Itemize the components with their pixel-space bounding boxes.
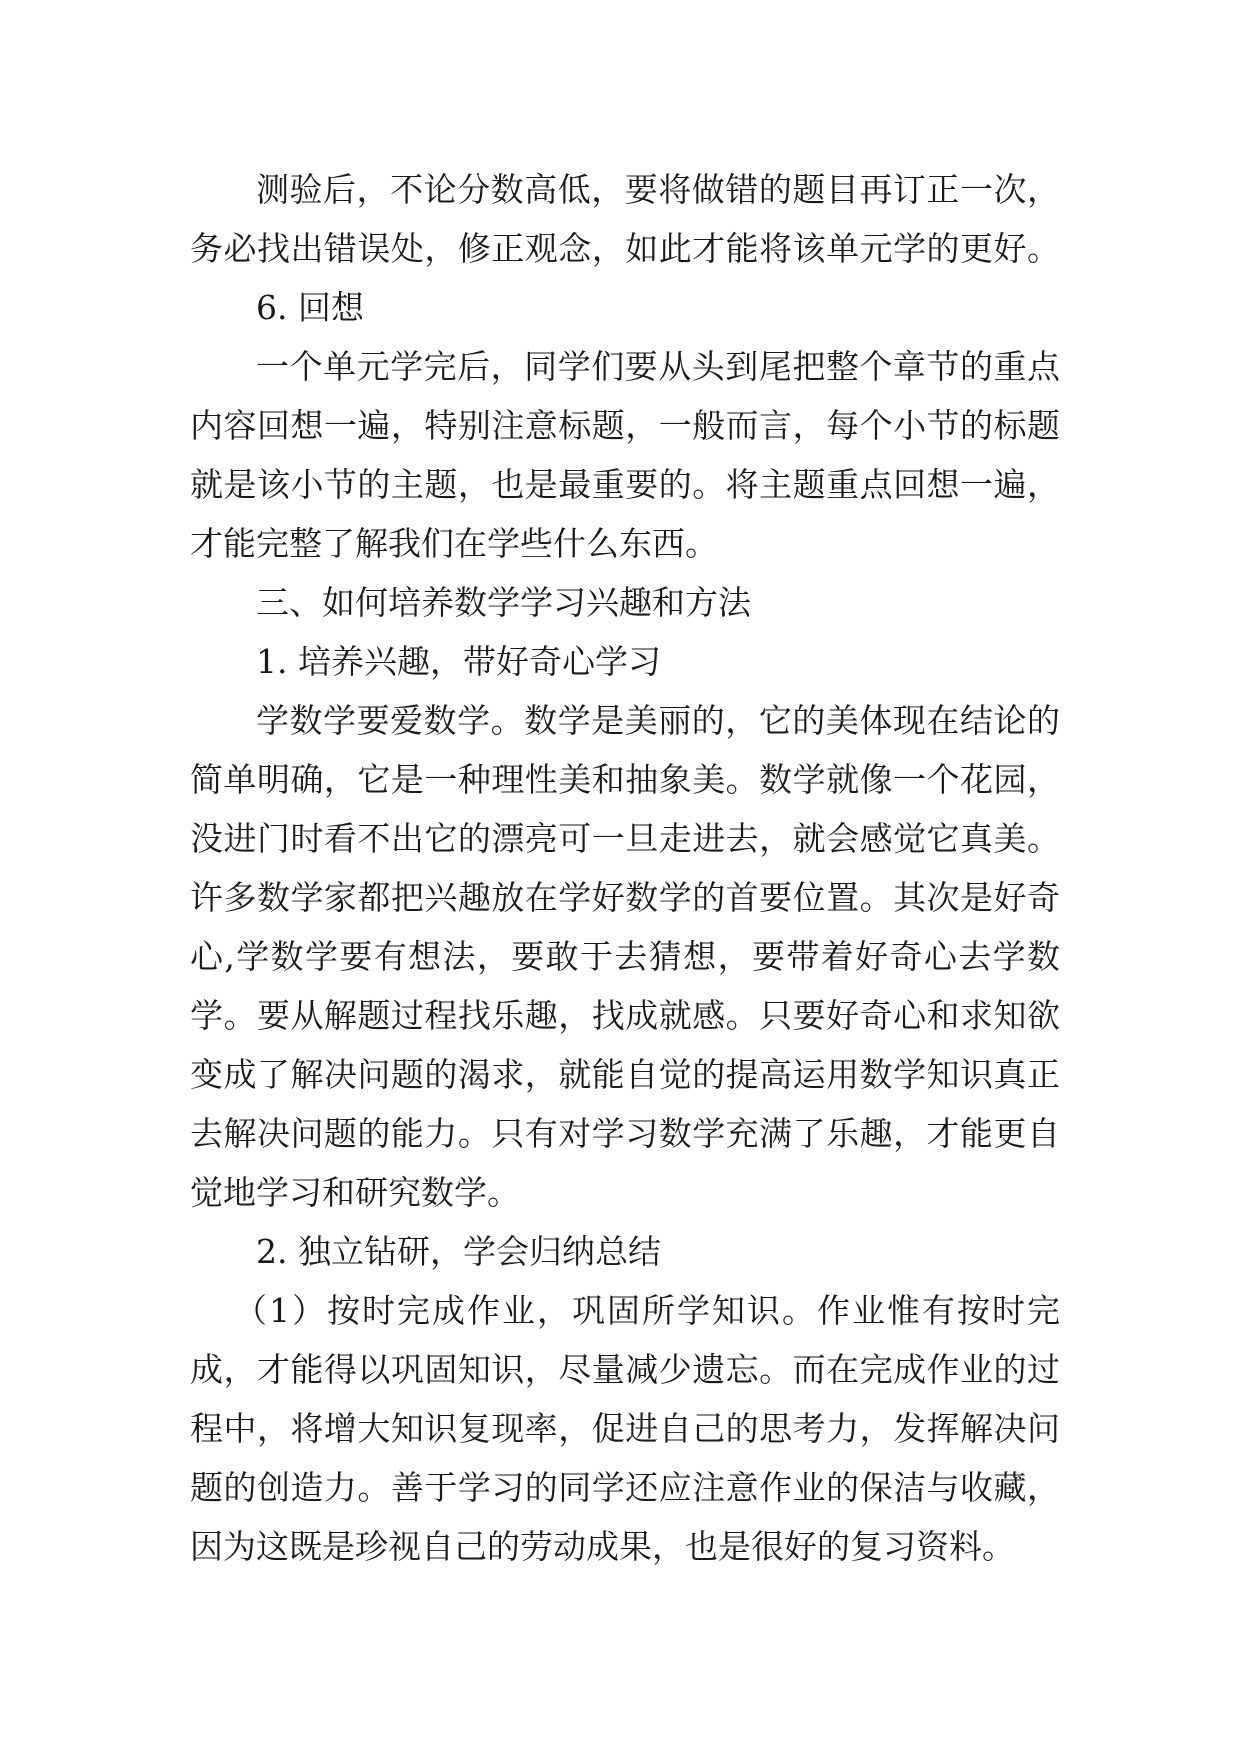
- paragraph-recall: [190, 337, 1060, 573]
- text-line: 才能完整了解我们在学些什么东西。: [190, 524, 718, 563]
- text-line: 题的创造力。善于学习的同学还应注意作业的保洁与收藏，: [190, 1468, 1060, 1507]
- text-line: 变成了解决问题的渴求，就能自觉的提高运用数学知识真正: [190, 1055, 1060, 1094]
- text-line: 去解决问题的能力。只有对学习数学充满了乐趣，才能更自: [190, 1114, 1060, 1153]
- document-page: [190, 160, 1060, 1576]
- paragraph-love-math: [190, 691, 1060, 1222]
- text-line: 成，才能得以巩固知识，尽量减少遗忘。而在完成作业的过: [190, 1350, 1060, 1389]
- text-line: 许多数学家都把兴趣放在学好数学的首要位置。其次是好奇: [190, 878, 1060, 917]
- section-heading-recall: 6. 回想: [256, 288, 364, 327]
- text-line: 务必找出错误处，修正观念，如此才能将该单元学的更好。: [190, 229, 1060, 268]
- subheading-cultivate-interest: 1. 培养兴趣，带好奇心学习: [256, 642, 661, 681]
- section-heading-interest-methods: 三、如何培养数学学习兴趣和方法: [256, 583, 751, 622]
- text-line: 就是该小节的主题，也是最重要的。将主题重点回想一遍，: [190, 465, 1060, 504]
- text-line: 内容回想一遍，特别注意标题，一般而言，每个小节的标题: [190, 406, 1060, 445]
- text-line: 学数学要爱数学。数学是美丽的，它的美体现在结论的: [256, 701, 1060, 740]
- text-line: 没进门时看不出它的漂亮可一旦走进去，就会感觉它真美。: [190, 819, 1060, 858]
- text-line: 觉地学习和研究数学。: [190, 1173, 520, 1212]
- text-line: 学。要从解题过程找乐趣，找成就感。只要好奇心和求知欲: [190, 996, 1060, 1035]
- paragraph-review-errors: [190, 160, 1060, 278]
- text-line: 测验后，不论分数高低，要将做错的题目再订正一次，: [256, 170, 1060, 209]
- text-line: 心,学数学要有想法，要敢于去猜想，要带着好奇心去学数: [190, 937, 1060, 976]
- text-line: 简单明确，它是一种理性美和抽象美。数学就像一个花园，: [190, 760, 1060, 799]
- text-line: 一个单元学完后，同学们要从头到尾把整个章节的重点: [256, 347, 1060, 386]
- text-line: （1）按时完成作业，巩固所学知识。作业惟有按时完: [234, 1291, 1060, 1330]
- text-line: 因为这既是珍视自己的劳动成果，也是很好的复习资料。: [190, 1527, 1015, 1566]
- subheading-independent-study: 2. 独立钻研，学会归纳总结: [256, 1232, 661, 1271]
- paragraph-homework: [190, 1281, 1060, 1576]
- text-line: 程中，将增大知识复现率，促进自己的思考力，发挥解决问: [190, 1409, 1060, 1448]
